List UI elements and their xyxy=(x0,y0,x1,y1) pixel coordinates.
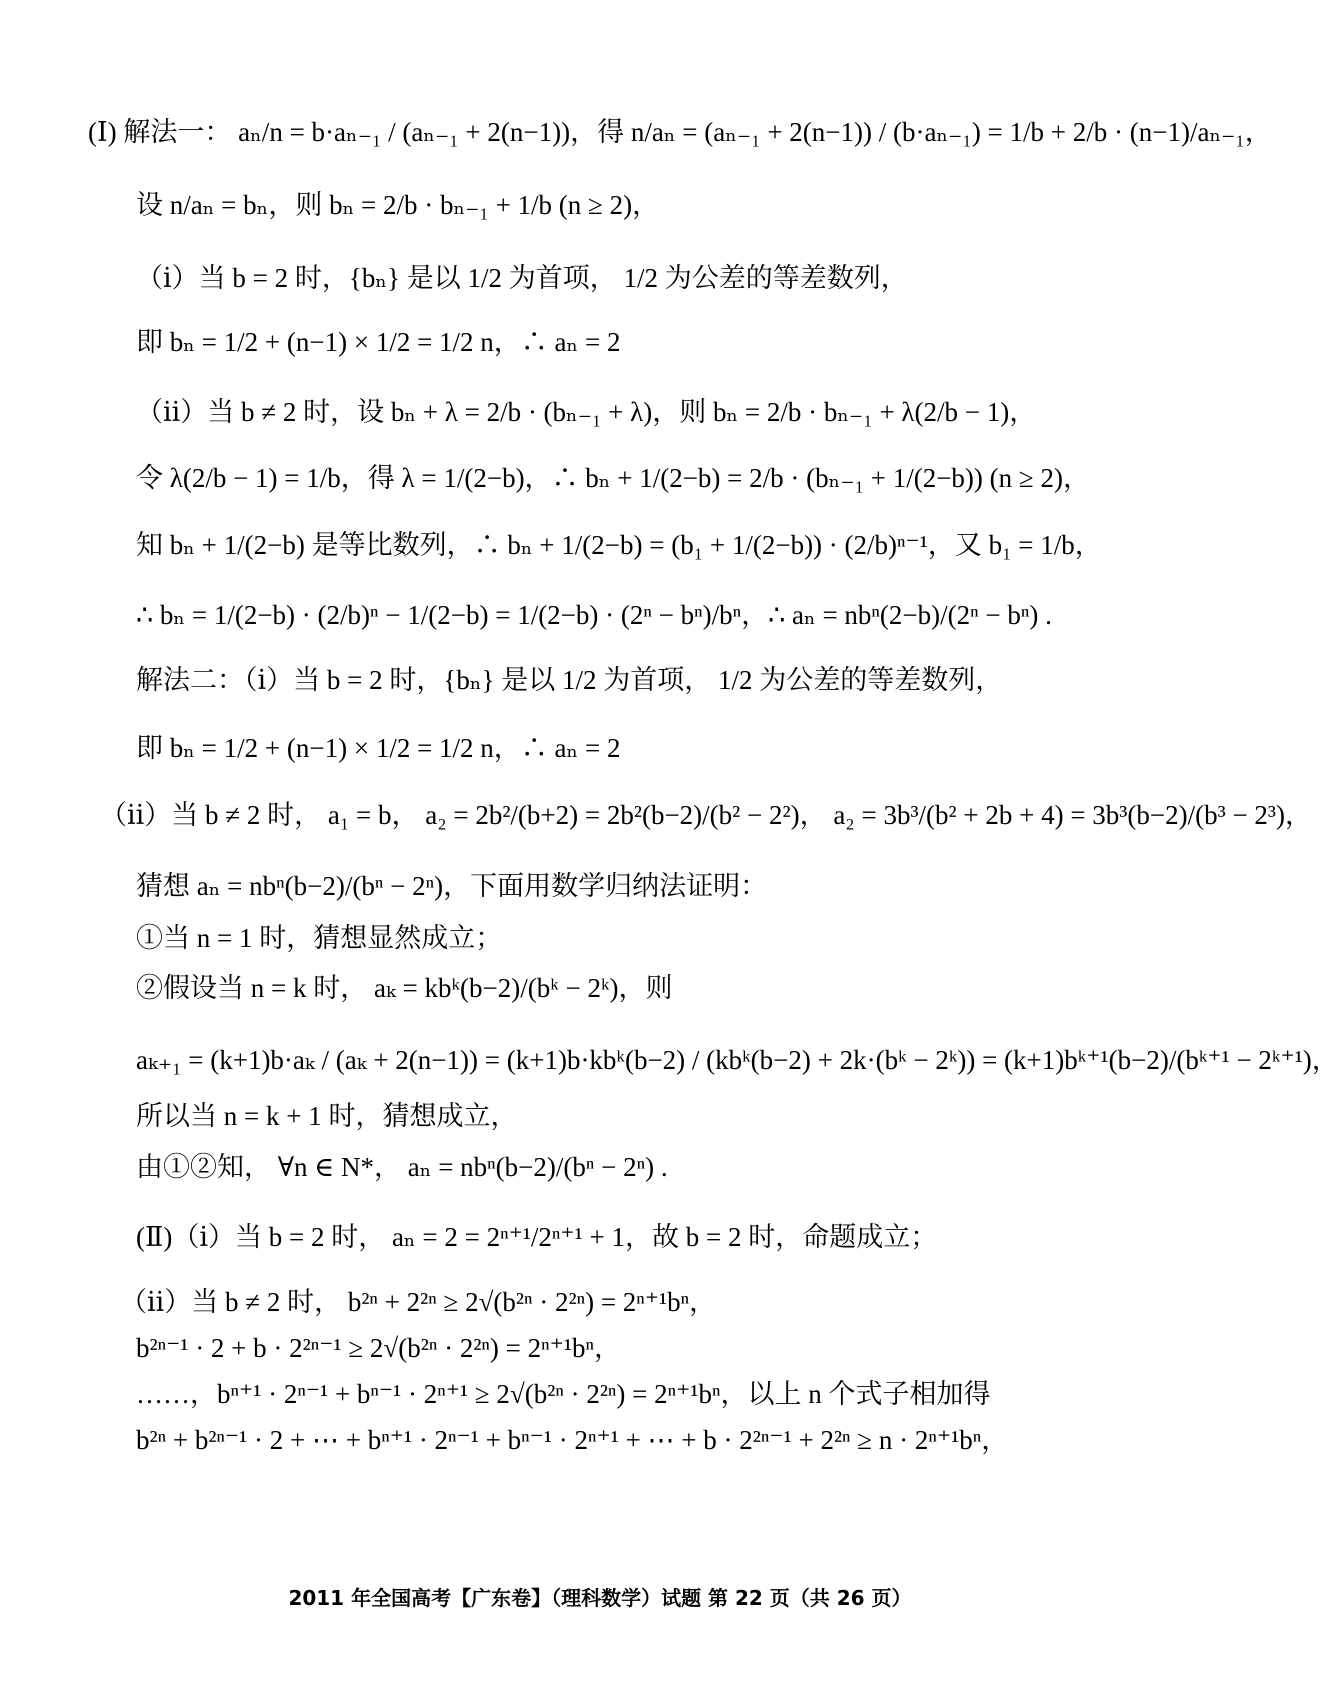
solution-line: aₖ₊₁ = (k+1)b·aₖ / (aₖ + 2(n−1)) = (k+1)b·kbᵏ(b−2) / (kbᵏ(b−2) + 2k·(bᵏ − 2ᵏ)) = (k+1)bᵏ⁺¹(b−2)/(bᵏ⁺¹ − 2ᵏ⁺¹)， xyxy=(136,1045,1339,1075)
solution-line: （ⅱ）当 b ≠ 2 时，设 bₙ + λ = 2/b · (bₙ₋₁ + λ)，则 bₙ = 2/b · bₙ₋₁ + λ(2/b − 1)， xyxy=(136,397,1037,427)
solution-line: 解法二：（ⅰ）当 b = 2 时，{bₙ} 是以 1/2 为首项， 1/2 为公差的等差数列， xyxy=(136,665,1003,695)
solution-line: （ⅱ）当 b ≠ 2 时， a₁ = b， a₂ = 2b²/(b+2) = 2b²(b−2)/(b² − 2²)， a₂ = 3b³/(b² + 2b + 4) = 3b³(b−2)/(b³ − 2³)， xyxy=(100,800,1313,830)
solution-line: (Ⅱ)（ⅰ）当 b = 2 时， aₙ = 2 = 2ⁿ⁺¹/2ⁿ⁺¹ + 1，故 b = 2 时，命题成立； xyxy=(136,1222,938,1252)
solution-line: ……，bⁿ⁺¹ · 2ⁿ⁻¹ + bⁿ⁻¹ · 2ⁿ⁺¹ ≥ 2√(b²ⁿ · 2²ⁿ) = 2ⁿ⁺¹bⁿ，以上 n 个式子相加得 xyxy=(136,1379,991,1409)
solution-line: （ⅰ）当 b = 2 时，{bₙ} 是以 1/2 为首项， 1/2 为公差的等差数列， xyxy=(136,263,908,293)
solution-line: 猜想 aₙ = nbⁿ(b−2)/(bⁿ − 2ⁿ)，下面用数学归纳法证明： xyxy=(136,871,768,901)
page-footer: 2011 年全国高考【广东卷】（理科数学）试题 第 22 页（共 26 页） xyxy=(288,1586,912,1610)
solution-line: (Ⅰ) 解法一： aₙ/n = b·aₙ₋₁ / (aₙ₋₁ + 2(n−1))，得 n/aₙ = (aₙ₋₁ + 2(n−1)) / (b·aₙ₋₁) = 1/b + 2/b · (n−1)/aₙ₋₁， xyxy=(88,117,1272,147)
solution-line: （ⅱ）当 b ≠ 2 时， b²ⁿ + 2²ⁿ ≥ 2√(b²ⁿ · 2²ⁿ) = 2ⁿ⁺¹bⁿ， xyxy=(120,1287,717,1317)
solution-line: 即 bₙ = 1/2 + (n−1) × 1/2 = 1/2 n，∴ aₙ = 2 xyxy=(136,733,621,763)
solution-line: b²ⁿ + b²ⁿ⁻¹ · 2 + ⋯ + bⁿ⁺¹ · 2ⁿ⁻¹ + bⁿ⁻¹ · 2ⁿ⁺¹ + ⋯ + b · 2²ⁿ⁻¹ + 2²ⁿ ≥ n · 2ⁿ⁺¹bⁿ， xyxy=(136,1425,1009,1455)
solution-line: ②假设当 n = k 时， aₖ = kbᵏ(b−2)/(bᵏ − 2ᵏ)，则 xyxy=(136,973,673,1003)
solution-line: 即 bₙ = 1/2 + (n−1) × 1/2 = 1/2 n，∴ aₙ = 2 xyxy=(136,327,621,357)
solution-line: 设 n/aₙ = bₙ，则 bₙ = 2/b · bₙ₋₁ + 1/b (n ≥ 2)， xyxy=(136,190,660,220)
solution-line: ①当 n = 1 时，猜想显然成立； xyxy=(136,923,503,953)
solution-line: 所以当 n = k + 1 时，猜想成立， xyxy=(136,1101,518,1131)
solution-line: 令 λ(2/b − 1) = 1/b，得 λ = 1/(2−b)，∴ bₙ + 1/(2−b) = 2/b · (bₙ₋₁ + 1/(2−b)) (n ≥ 2)， xyxy=(136,463,1090,493)
solution-line: 由①②知， ∀n ∈ N*， aₙ = nbⁿ(b−2)/(bⁿ − 2ⁿ) . xyxy=(136,1152,668,1182)
solution-line: 知 bₙ + 1/(2−b) 是等比数列，∴ bₙ + 1/(2−b) = (b₁ + 1/(2−b)) · (2/b)ⁿ⁻¹，又 b₁ = 1/b， xyxy=(136,530,1102,560)
solution-line: b²ⁿ⁻¹ · 2 + b · 2²ⁿ⁻¹ ≥ 2√(b²ⁿ · 2²ⁿ) = 2ⁿ⁺¹bⁿ， xyxy=(136,1333,621,1363)
solution-line: ∴ bₙ = 1/(2−b) · (2/b)ⁿ − 1/(2−b) = 1/(2−b) · (2ⁿ − bⁿ)/bⁿ，∴ aₙ = nbⁿ(2−b)/(2ⁿ − bⁿ) . xyxy=(136,600,1052,630)
